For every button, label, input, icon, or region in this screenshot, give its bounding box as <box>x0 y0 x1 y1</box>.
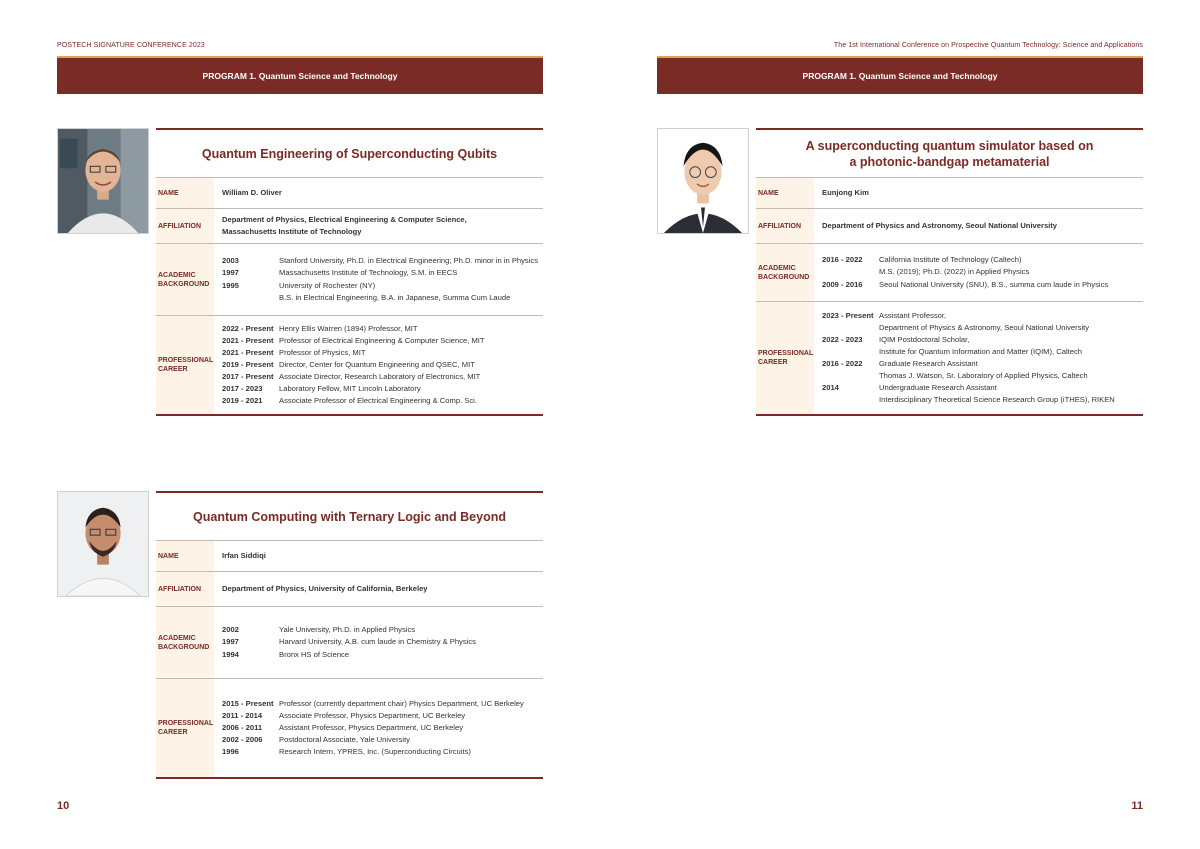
career-entry <box>222 710 524 722</box>
affiliation-line: Department of Physics, Electrical Engineering & Computer Science, <box>222 214 467 224</box>
career-entry <box>822 322 1115 334</box>
entry-year: 2003 <box>222 256 239 266</box>
career-entry <box>222 347 485 359</box>
entry-desc: Postdoctoral Associate, Yale University <box>279 735 410 745</box>
entry-year: 2002 <box>222 625 239 635</box>
career-entry <box>222 698 524 710</box>
entry-year: 2014 <box>822 383 839 393</box>
entry-desc: Laboratory Fellow, MIT Lincoln Laboratory <box>279 384 421 394</box>
career-row <box>756 302 1143 416</box>
entry-year: 2021 - Present <box>222 335 274 345</box>
career-entry <box>222 359 485 371</box>
entry-year: 2019 - 2021 <box>222 396 263 406</box>
program-banner <box>657 58 1143 94</box>
academic-entry <box>222 280 538 292</box>
entry-desc: Associate Professor of Electrical Engineering & Comp. Sci. <box>279 396 477 406</box>
program-prefix: PROGRAM 1. <box>202 71 257 81</box>
career-label-line: PROFESSIONAL <box>758 350 814 357</box>
entry-desc: Seoul National University (SNU), B.S., summa cum laude in Physics <box>879 279 1109 289</box>
entry-desc: Director, Center for Quantum Engineering and QSEC, MIT <box>279 359 475 369</box>
entry-year: 2023 - Present <box>822 310 874 320</box>
name-label: NAME <box>156 178 214 208</box>
entry-year <box>822 394 879 406</box>
speaker-info-table <box>756 128 1143 416</box>
academic-label <box>156 607 214 678</box>
academic-entry <box>222 292 538 304</box>
entry-year: 2016 - 2022 <box>822 255 863 265</box>
affiliation-row <box>156 572 543 607</box>
entry-desc: B.S. in Electrical Engineering, B.A. in Japanese, Summa Cum Laude <box>279 292 511 302</box>
academic-entry <box>822 266 1108 278</box>
affiliation-row <box>156 209 543 244</box>
entry-year: 1996 <box>222 747 239 757</box>
entry-year: 2017 - Present <box>222 372 274 382</box>
entry-desc: University of Rochester (NY) <box>279 280 376 290</box>
program-banner <box>57 58 543 94</box>
entry-year: 2019 - Present <box>222 359 274 369</box>
academic-entry <box>222 624 476 636</box>
career-list <box>814 302 1143 414</box>
entry-year: 1994 <box>222 649 239 659</box>
career-entry <box>222 335 485 347</box>
academic-entry <box>822 254 1108 266</box>
speaker-info-table <box>156 491 543 779</box>
affiliation-row <box>756 209 1143 244</box>
affiliation-value <box>214 209 543 243</box>
career-entry <box>222 395 485 407</box>
entry-desc: Assistant Professor, Physics Department, UC Berkeley <box>279 722 464 732</box>
entry-desc: Undergraduate Research Assistant <box>879 383 997 393</box>
career-entry <box>222 323 485 335</box>
career-label <box>156 679 214 777</box>
program-prefix: PROGRAM 1. <box>802 71 857 81</box>
speaker-info-table <box>156 128 543 416</box>
academic-entry <box>222 255 538 267</box>
entry-year: 1995 <box>222 280 239 290</box>
career-label-line: CAREER <box>758 359 788 366</box>
speaker-photo-kim <box>657 128 749 234</box>
career-label-line: CAREER <box>158 366 188 373</box>
entry-desc: Professor of Electrical Engineering & Computer Science, MIT <box>279 335 485 345</box>
career-entry <box>822 382 1115 394</box>
entry-year <box>822 322 879 334</box>
career-entry <box>822 394 1115 406</box>
academic-row <box>156 244 543 316</box>
affiliation-value: Department of Physics, University of California, Berkeley <box>222 583 428 593</box>
career-list <box>214 316 543 414</box>
entry-desc: Institute for Quantum Information and Matter (IQIM), Caltech <box>879 346 1083 356</box>
career-label <box>156 316 214 414</box>
talk-title <box>756 128 1143 178</box>
career-entry <box>222 734 524 746</box>
name-row <box>156 178 543 209</box>
entry-year: 2009 - 2016 <box>822 279 863 289</box>
entry-year <box>822 346 879 358</box>
academic-label-line: ACADEMIC <box>158 634 196 642</box>
entry-desc: Research Intern, YPRES, Inc. (Superconducting Circuits) <box>279 747 471 757</box>
academic-label-line: BACKGROUND <box>158 280 210 288</box>
academic-label <box>756 244 814 301</box>
talk-title-line: a photonic-bandgap metamaterial <box>849 154 1050 169</box>
career-label-line: CAREER <box>158 729 188 736</box>
entry-desc: IQIM Postdoctoral Scholar, <box>879 334 970 344</box>
career-entry <box>222 722 524 734</box>
academic-row <box>756 244 1143 302</box>
entry-year: 2002 - 2006 <box>222 735 263 745</box>
academic-row <box>156 607 543 679</box>
affiliation-label: AFFILIATION <box>156 209 214 243</box>
academic-entry <box>222 636 476 648</box>
page-number: 10 <box>57 800 70 812</box>
affiliation-line: Massachusetts Institute of Technology <box>222 227 362 236</box>
entry-year <box>822 370 879 382</box>
career-entry <box>222 383 485 395</box>
career-label-line: PROFESSIONAL <box>158 720 214 727</box>
entry-year <box>822 266 879 278</box>
entry-desc: Professor (currently department chair) Physics Department, UC Berkeley <box>279 698 524 708</box>
entry-desc: California Institute of Technology (Caltech) <box>879 255 1022 265</box>
affiliation-label: AFFILIATION <box>756 209 814 243</box>
talk-title-line: A superconducting quantum simulator based on <box>805 138 1094 153</box>
page-number: 11 <box>1131 800 1143 812</box>
entry-year: 2011 - 2014 <box>222 710 263 720</box>
entry-year: 2022 - Present <box>222 323 274 333</box>
affiliation-value: Department of Physics and Astronomy, Seoul National University <box>822 220 1058 230</box>
career-entry <box>822 358 1115 370</box>
entry-desc: Professor of Physics, MIT <box>279 347 366 357</box>
talk-title: Quantum Computing with Ternary Logic and Beyond <box>156 491 543 541</box>
academic-entry <box>822 279 1108 291</box>
career-entry <box>222 746 524 758</box>
career-entry <box>822 334 1115 346</box>
academic-label-line: BACKGROUND <box>158 643 210 651</box>
speaker-photo-oliver <box>57 128 149 234</box>
entry-desc: Graduate Research Assistant <box>879 359 978 368</box>
career-entry <box>822 310 1115 322</box>
speaker-name: Eunjong Kim <box>822 187 869 197</box>
entry-year: 1997 <box>222 637 239 647</box>
entry-desc: Associate Professor, Physics Department, UC Berkeley <box>279 710 466 720</box>
speaker-name: William D. Oliver <box>222 187 282 197</box>
entry-desc: Henry Ellis Warren (1894) Professor, MIT <box>279 323 418 333</box>
career-entry <box>822 370 1115 382</box>
entry-desc: M.S. (2019); Ph.D. (2022) in Applied Physics <box>879 267 1030 277</box>
entry-year: 2016 - 2022 <box>822 359 863 368</box>
entry-desc: Assistant Professor, <box>879 310 947 320</box>
entry-desc: Bronx HS of Science <box>279 649 350 659</box>
entry-year: 2017 - 2023 <box>222 384 263 394</box>
right-page <box>600 0 1200 849</box>
affiliation-label: AFFILIATION <box>156 572 214 606</box>
name-label: NAME <box>156 541 214 571</box>
speaker-name: Irfan Siddiqi <box>222 550 266 560</box>
program-title: Quantum Science and Technology <box>258 71 398 81</box>
academic-label-line: ACADEMIC <box>758 264 796 272</box>
academic-label-line: BACKGROUND <box>758 273 810 281</box>
name-label: NAME <box>756 178 814 208</box>
entry-year: 2022 - 2023 <box>822 334 863 344</box>
career-row <box>156 679 543 779</box>
career-list <box>214 679 543 777</box>
academic-entry <box>222 267 538 279</box>
career-entry <box>822 346 1115 358</box>
entry-desc: Harvard University, A.B. cum laude in Chemistry & Physics <box>279 637 476 647</box>
entry-desc: Associate Director, Research Laboratory of Electronics, MIT <box>279 372 481 382</box>
academic-label <box>156 244 214 315</box>
name-row <box>756 178 1143 209</box>
entry-year: 2006 - 2011 <box>222 722 263 732</box>
entry-desc: Massachusetts Institute of Technology, S.M. in EECS <box>279 268 458 278</box>
program-title: Quantum Science and Technology <box>858 71 998 81</box>
career-label-line: PROFESSIONAL <box>158 357 214 364</box>
career-label <box>756 302 814 414</box>
entry-year: 2015 - Present <box>222 698 274 708</box>
running-head: The 1st International Conference on Prospective Quantum Technology: Science and Applications <box>833 42 1143 49</box>
academic-list <box>214 607 543 678</box>
academic-entry <box>222 649 476 661</box>
entry-year: 2021 - Present <box>222 347 274 357</box>
entry-desc: Department of Physics & Astronomy, Seoul National University <box>879 322 1090 332</box>
entry-desc: Interdisciplinary Theoretical Science Research Group (iTHES), RIKEN <box>879 395 1115 405</box>
talk-title: Quantum Engineering of Superconducting Qubits <box>156 128 543 178</box>
academic-list <box>814 244 1143 301</box>
entry-desc: Thomas J. Watson, Sr. Laboratory of Applied Physics, Caltech <box>879 371 1088 381</box>
entry-desc: Yale University, Ph.D. in Applied Physics <box>279 625 416 635</box>
speaker-photo-siddiqi <box>57 491 149 597</box>
entry-desc: Stanford University, Ph.D. in Electrical Engineering; Ph.D. minor in in Physics <box>279 256 538 266</box>
entry-year: 1997 <box>222 268 239 278</box>
entry-year <box>222 292 279 304</box>
running-head: POSTECH SIGNATURE CONFERENCE 2023 <box>57 42 205 49</box>
career-row <box>156 316 543 416</box>
career-entry <box>222 371 485 383</box>
academic-list <box>214 244 543 315</box>
name-row <box>156 541 543 572</box>
academic-label-line: ACADEMIC <box>158 271 196 279</box>
